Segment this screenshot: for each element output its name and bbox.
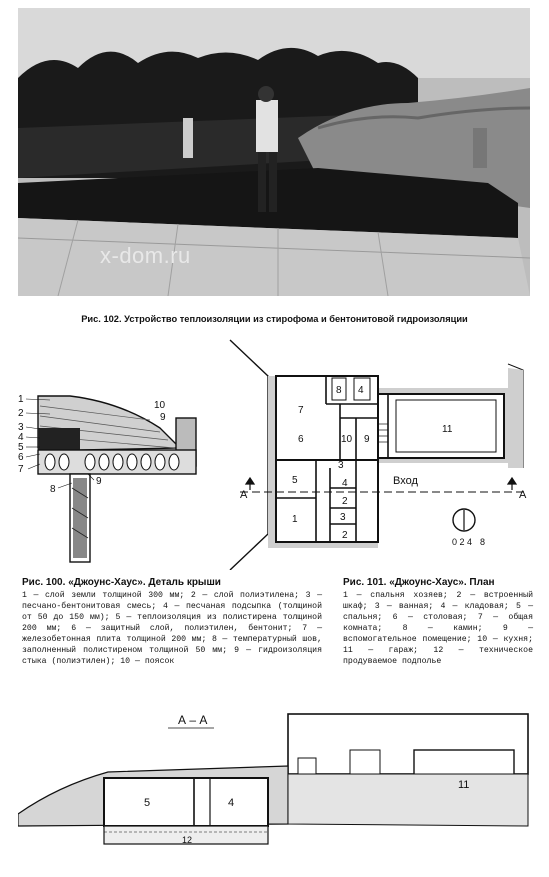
fig100-title-text: «Джоунс-Хаус». Деталь крыши bbox=[68, 577, 221, 588]
fig101-title-text: «Джоунс-Хаус». План bbox=[389, 577, 495, 588]
detail-label-6: 6 bbox=[18, 452, 24, 463]
room-label-5: 5 bbox=[292, 475, 298, 486]
room-label-4b: 4 bbox=[342, 478, 348, 489]
photo-drawing bbox=[18, 8, 530, 296]
room-label-10: 10 bbox=[341, 434, 353, 445]
fig101-number: Рис. 101. bbox=[343, 577, 387, 588]
room-label-3a: 3 bbox=[338, 460, 344, 471]
detail-label-1: 1 bbox=[18, 394, 24, 405]
watermark: x-dom.ru bbox=[100, 243, 191, 268]
entrance-label: Вход bbox=[393, 475, 418, 487]
room-label-2b: 2 bbox=[342, 530, 348, 541]
detail-label-9b: 9 bbox=[160, 412, 166, 423]
fig102-number: Рис. 102. bbox=[81, 314, 122, 324]
detail-label-5: 5 bbox=[18, 442, 24, 453]
room-label-3b: 3 bbox=[340, 512, 346, 523]
fig101-title bbox=[343, 577, 533, 588]
section-aa-drawing bbox=[18, 706, 538, 866]
fig102-caption bbox=[0, 314, 549, 324]
room-label-7: 7 bbox=[298, 405, 304, 416]
detail-label-10: 10 bbox=[154, 400, 166, 411]
room-label-6: 6 bbox=[298, 434, 304, 445]
detail-label-9: 9 bbox=[96, 476, 102, 487]
section-label-11: 11 bbox=[458, 779, 470, 791]
detail-label-8: 8 bbox=[50, 484, 56, 495]
room-label-11: 11 bbox=[442, 424, 453, 435]
room-label-2a: 2 bbox=[342, 496, 348, 507]
room-label-1: 1 bbox=[292, 514, 298, 525]
detail-label-7: 7 bbox=[18, 464, 24, 475]
scale-label: 0 2 4 bbox=[452, 537, 473, 547]
section-label-5: 5 bbox=[144, 797, 151, 809]
detail-label-2: 2 bbox=[18, 408, 24, 419]
room-label-4a: 4 bbox=[358, 385, 364, 396]
room-label-9: 9 bbox=[364, 434, 370, 445]
fig100-legend: 1 — слой земли толщиной 300 мм; 2 — слой полиэтилена; 3 — песчано-бентонитовая смесь; 4 — песчаная подсыпка (толщиной от 50 до 150 мм); 5 — теплоизоляция из полистирена толщиной 200 мм; 6 — защитный слой, полиэтилен, бентонит; 7 — железобетонная плита толщиной 200 мм; 8 — температурный шов, заполненный полистиреном толщиной 50 мм; 9 — гидроизоляция стыка (полиэтилен); 10 — поясок bbox=[22, 591, 322, 666]
roof-detail-drawing bbox=[10, 388, 210, 568]
section-mark-right: А bbox=[519, 489, 527, 501]
room-label-8: 8 bbox=[336, 385, 342, 396]
fig100-number: Рис. 100. bbox=[22, 577, 66, 588]
scale-unit: 8 bbox=[480, 537, 486, 547]
section-label-12: 12 bbox=[182, 835, 193, 845]
detail-label-3: 3 bbox=[18, 422, 24, 433]
fig101-legend: 1 — спальня хозяев; 2 — встроенный шкаф; 3 — ванная; 4 — кладовая; 5 — спальня; 6 — столовая; 7 — общая комната; 8 — камин; 9 — вспомогательное помещение; 10 — кухня; 11 — гараж; 12 — техническое продуваемое подполье bbox=[343, 591, 533, 666]
fig102-text: Устройство теплоизоляции из стирофома и бентонитовой гидроизоляции bbox=[124, 314, 468, 324]
section-label-4: 4 bbox=[228, 797, 235, 809]
house-plan-drawing bbox=[228, 338, 538, 570]
section-title: А – А bbox=[178, 713, 208, 727]
section-mark-left: А bbox=[240, 489, 248, 501]
roof-insulation-photo bbox=[18, 8, 530, 296]
detail-label-4: 4 bbox=[18, 432, 24, 443]
fig100-title bbox=[22, 577, 221, 588]
